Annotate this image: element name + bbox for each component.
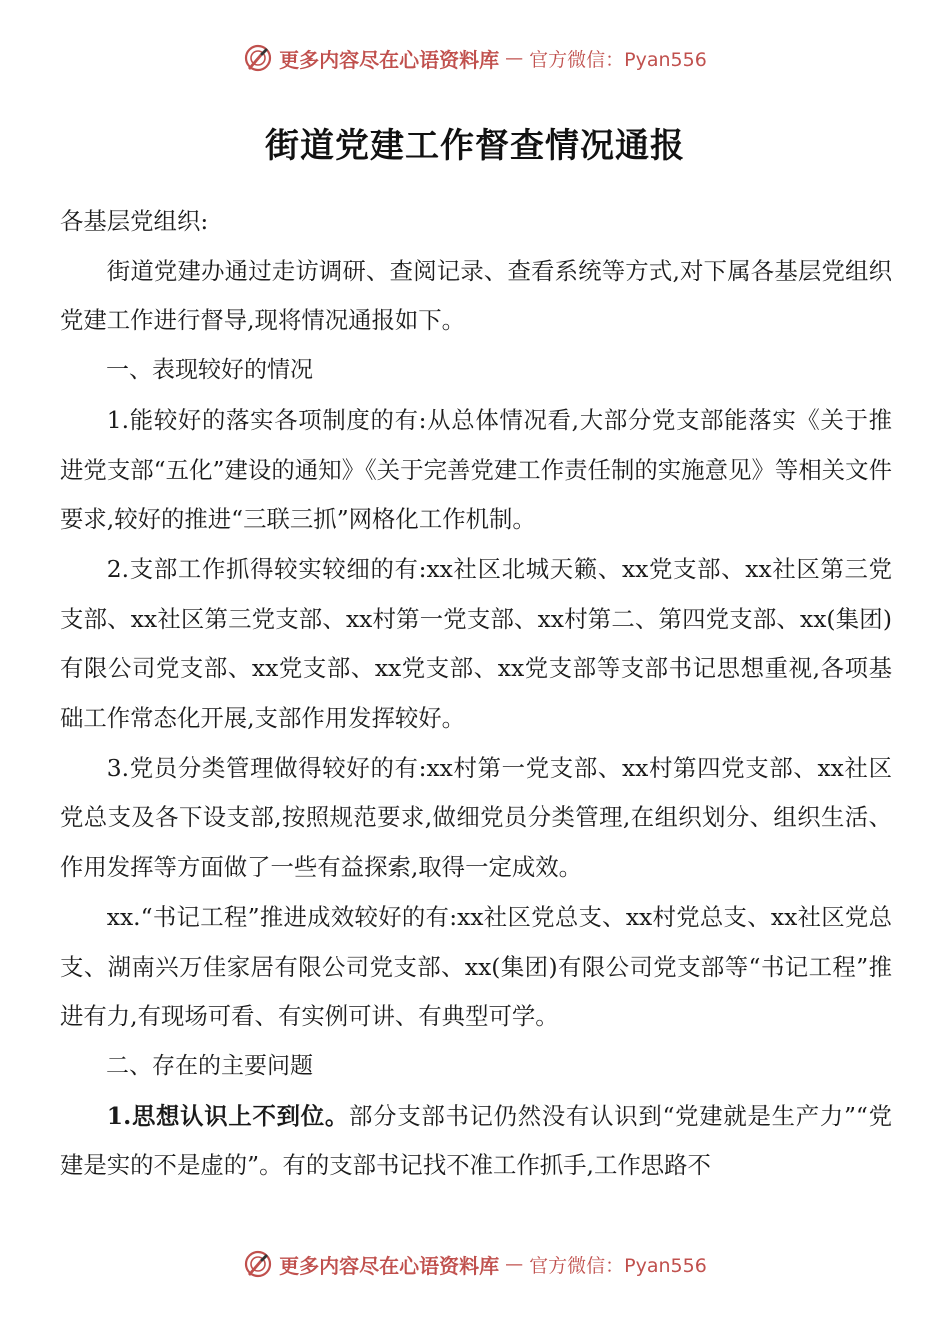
document-body: [60, 197, 892, 1191]
watermark-dash: —: [505, 1253, 524, 1275]
item-paragraph-1: 1.能较好的落实各项制度的有:从总体情况看,大部分党支部能落实《关于推进党支部“五化”建设的通知》《关于完善党建工作责任制的实施意见》等相关文件要求,较好的推进“三联三抓”网格化工作机制。: [60, 405, 892, 534]
problem-lead: 1.思想认识上不到位。: [106, 1101, 349, 1130]
item-paragraph-4: xx.“书记工程”推进成效较好的有:xx社区党总支、xx村党总支、xx社区党总支、湖南兴万佳家居有限公司党支部、xx(集团)有限公司党支部等“书记工程”推进有力,有现场可看、有实例可讲、有典型可学。: [60, 902, 892, 1031]
document-title: 街道党建工作督查情况通报: [265, 126, 685, 166]
watermark-wechat: 官方微信：Pyan556: [529, 1254, 707, 1277]
section-heading-1: 一、表现较好的情况: [106, 357, 313, 384]
watermark-brand: 更多内容尽在心语资料库: [279, 1253, 500, 1278]
intro-paragraph: 街道党建办通过走访调研、查阅记录、查看系统等方式,对下属各基层党组织党建工作进行督导,现将情况通报如下。: [60, 256, 892, 335]
watermark-brand: 更多内容尽在心语资料库: [279, 47, 500, 72]
problem-paragraph-1: [60, 1092, 892, 1191]
watermark-footer: [0, 1244, 950, 1284]
item-paragraph-2: 2.支部工作抓得较实较细的有:xx社区北城天籁、xx党支部、xx社区第三党支部、xx社区第三党支部、xx村第一党支部、xx村第二、第四党支部、xx(集团)有限公司党支部、xx党支部、xx党支部、xx党支部等支部书记思想重视,各项基础工作常态化开展,支部作用发挥较好。: [60, 554, 892, 733]
problem-text: 部分支部书记仍然没有认识到“党建就是生产力”“党建是实的不是虚的”。有的支部书记找不准工作抓手,工作思路不: [60, 1101, 893, 1180]
watermark-header: [0, 38, 950, 78]
logo-icon: [243, 1249, 273, 1279]
item-paragraph-3: 3.党员分类管理做得较好的有:xx村第一党支部、xx村第四党支部、xx社区党总支及各下设支部,按照规范要求,做细党员分类管理,在组织划分、组织生活、作用发挥等方面做了一些有益探索,取得一定成效。: [60, 753, 892, 882]
salutation: 各基层党组织:: [60, 207, 209, 235]
watermark-wechat: 官方微信：Pyan556: [529, 48, 707, 71]
section-heading-2: 二、存在的主要问题: [106, 1052, 313, 1079]
watermark-dash: —: [505, 47, 524, 69]
logo-icon: [243, 43, 273, 73]
